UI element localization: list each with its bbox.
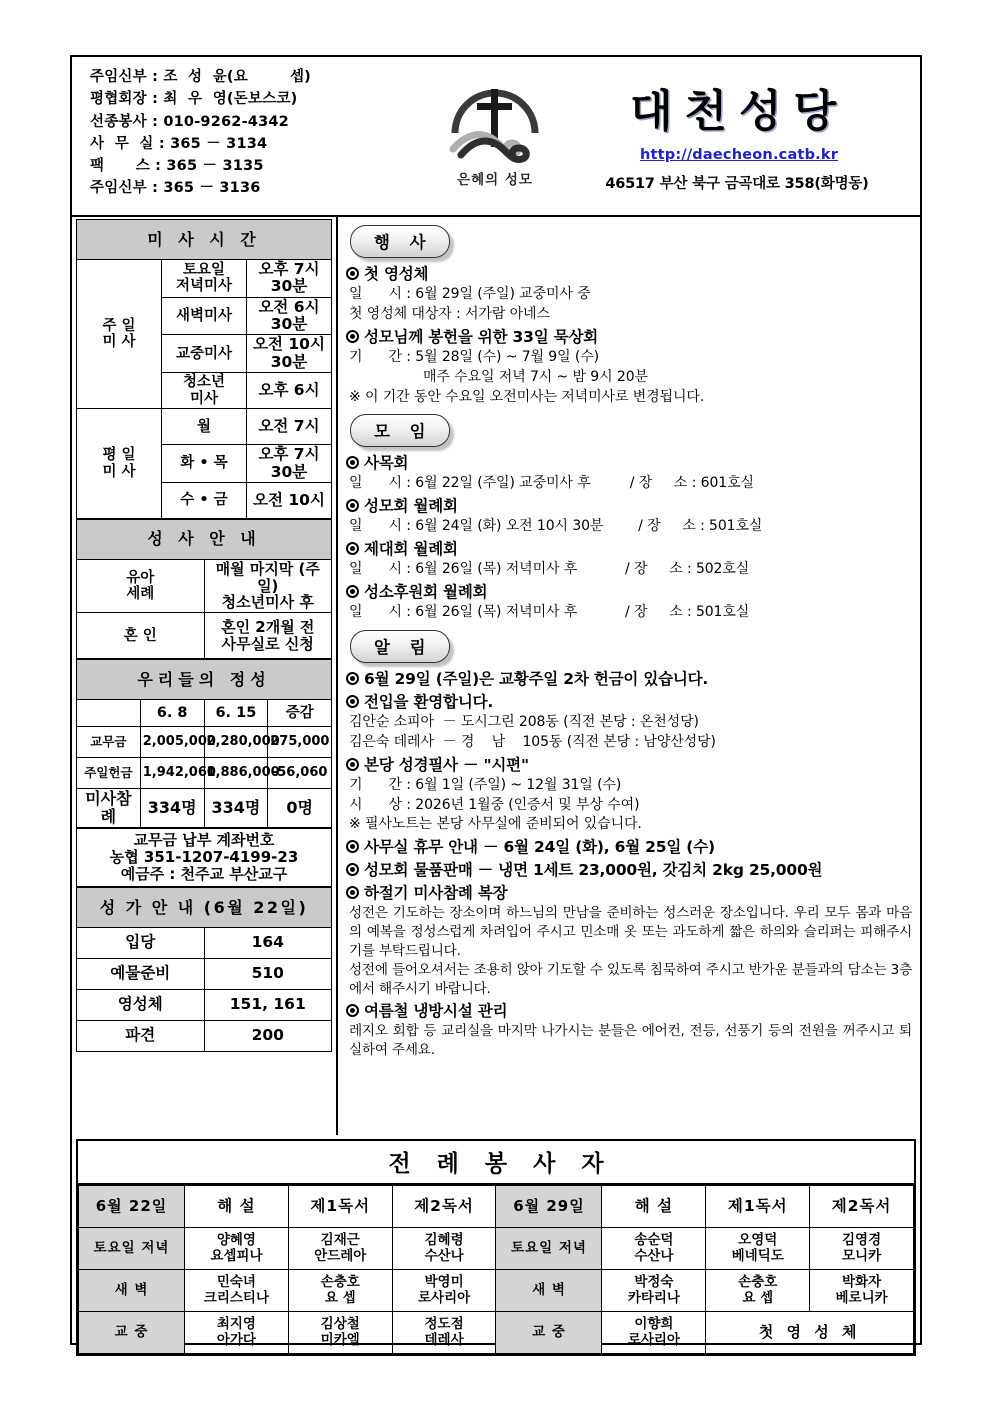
list-item-detail: 일 시 : 6월 22일 (주일) 교중미사 후 / 장 소 : 601호실 [349, 475, 754, 492]
list-item-title: 사무실 휴무 안내 － 6월 24일 (화), 6월 25일 (수) [346, 836, 912, 858]
volunteer-name: 김상철 미카엘 [288, 1312, 392, 1354]
volunteer-name: 김재근 안드레아 [288, 1228, 392, 1270]
notices-list [346, 668, 912, 1061]
volunteer-name: 최지영 아가다 [185, 1312, 289, 1354]
mass-kind: 새벽미사 [162, 297, 247, 335]
list-item-detail: 일 시 : 6월 29일 (주일) 교중미사 중 [349, 286, 591, 302]
bullet-icon [346, 886, 359, 899]
list-item [346, 452, 912, 494]
volunteer-role-header: 제2독서 [810, 1186, 914, 1228]
volunteer-slot: 새 벽 [79, 1270, 185, 1312]
offering-cell: 0명 [268, 789, 332, 828]
volunteers-table [78, 1185, 914, 1354]
hymn-value: 151, 161 [204, 990, 332, 1021]
list-item-detail: ※ 필사노트는 본당 사무실에 준비되어 있습니다. [349, 816, 642, 833]
volunteer-role-header: 제2독서 [392, 1186, 496, 1228]
section-pill-meetings: 모 임 [350, 414, 450, 447]
volunteer-role-header: 제1독서 [706, 1186, 810, 1228]
volunteer-name: 김혜령 수산나 [392, 1228, 496, 1270]
volunteer-name: 양혜영 요셉피나 [185, 1228, 289, 1270]
bullet-icon [346, 542, 359, 555]
volunteer-slot: 교 중 [496, 1312, 602, 1354]
offering-cell: 334명 [204, 789, 268, 828]
volunteer-name: 박정숙 카타리나 [602, 1270, 706, 1312]
table-row [79, 1186, 914, 1228]
list-item [346, 263, 912, 325]
list-item-detail: 일 시 : 6월 24일 (화) 오전 10시 30분 / 장 소 : 501호실 [349, 518, 763, 535]
offering-cell: -56,060 [268, 758, 332, 789]
offering-col-header: 6. 15 [204, 700, 268, 727]
sacrament-value: 혼인 2개월 전 사무실로 신청 [204, 613, 332, 659]
offering-cell: 1,886,000 [204, 758, 268, 789]
mass-kind: 월 [162, 409, 247, 445]
volunteer-name: 김영경 모니카 [810, 1228, 914, 1270]
list-item-detail: 기 간 : 5월 28일 (수) ~ 7월 9일 (수) [349, 348, 600, 365]
list-item-title: 본당 성경필사 － "시편" [346, 754, 912, 776]
table-row [79, 1270, 914, 1312]
volunteer-name: 오영덕 베네딕도 [706, 1228, 810, 1270]
list-item [346, 691, 912, 753]
list-item-paragraph: 성전에 들어오셔서는 조용히 앉아 기도할 수 있도록 침묵하여 주시고 반가운 분들과의 담소는 3층에서 해주시기 바랍니다. [349, 962, 912, 998]
list-item [346, 836, 912, 858]
hymn-value: 510 [204, 959, 332, 990]
weekday-mass-label: 평 일 미 사 [77, 409, 162, 519]
contact-line: 팩 스 : 365 － 3135 [90, 158, 264, 175]
table-row [77, 1021, 332, 1052]
offering-cell: 2,280,000 [204, 727, 268, 758]
sunday-mass-label: 주 일 미 사 [77, 260, 162, 409]
hymn-table [76, 887, 332, 1052]
volunteer-role-header: 해 설 [185, 1186, 289, 1228]
table-row [77, 758, 332, 789]
list-item-detail: 기 간 : 6월 1일 (주일) ~ 12월 31일 (수) [349, 776, 622, 793]
volunteer-name: 정도점 데레사 [392, 1312, 496, 1354]
mass-kind: 교중미사 [162, 335, 247, 373]
bullet-icon [346, 456, 359, 469]
list-item [346, 1000, 912, 1060]
volunteer-slot: 새 벽 [496, 1270, 602, 1312]
list-item [346, 859, 912, 881]
hymn-value: 164 [204, 928, 332, 959]
mass-time: 오전 6시 30분 [247, 297, 332, 335]
mass-schedule-title: 미 사 시 간 [77, 220, 332, 260]
volunteer-name: 손충호 요 셉 [706, 1270, 810, 1312]
volunteer-name: 민숙녀 크리스티나 [185, 1270, 289, 1312]
account-info: 교무금 납부 계좌번호 농협 351-1207-4199-23 예금주 : 천주교 부산교구 [77, 829, 332, 887]
contact-line: 선종봉사 : 010-9262-4342 [90, 113, 289, 130]
account-table [76, 828, 332, 887]
list-item [346, 754, 912, 836]
hymn-label: 파견 [77, 1021, 205, 1052]
table-row [79, 1228, 914, 1270]
table-row [77, 959, 332, 990]
list-item-detail: ※ 이 기간 동안 수요일 오전미사는 저녁미사로 변경됩니다. [349, 388, 705, 405]
volunteer-name: 송순덕 수산나 [602, 1228, 706, 1270]
hymn-label: 입당 [77, 928, 205, 959]
church-address: 46517 부산 북구 금곡대로 358(화명동) [605, 176, 869, 192]
list-item-detail: 첫 영성체 대상자 : 서가람 아네스 [349, 305, 550, 322]
mass-kind: 토요일 저녁미사 [162, 260, 247, 298]
table-row [77, 789, 332, 828]
list-item [346, 668, 912, 690]
list-item-title: 첫 영성체 [346, 263, 912, 285]
offering-cell: 334명 [140, 789, 204, 828]
offering-col-header: 증감 [268, 700, 332, 727]
church-website-link[interactable]: http://daecheon.catb.kr [639, 147, 839, 163]
list-item-title: 사목회 [346, 452, 912, 474]
sacrament-table [76, 519, 332, 659]
hymn-label: 영성체 [77, 990, 205, 1021]
mass-kind: 청소년 미사 [162, 373, 247, 409]
mass-time: 오전 7시 [247, 409, 332, 445]
volunteer-name: 박영미 로사리아 [392, 1270, 496, 1312]
offering-cell: 275,000 [268, 727, 332, 758]
list-item-detail: 일 시 : 6월 26일 (목) 저녁미사 후 / 장 소 : 502호실 [349, 561, 750, 578]
volunteer-slot: 토요일 저녁 [496, 1228, 602, 1270]
volunteer-role-header: 제1독서 [288, 1186, 392, 1228]
list-item-detail: 김안순 소피아 － 도시그린 208동 (직전 본당 : 온천성당) [349, 713, 699, 730]
list-item [346, 326, 912, 408]
mass-kind: 화 • 목 [162, 445, 247, 483]
bullet-icon [346, 267, 359, 280]
mass-time: 오전 10시 30분 [247, 335, 332, 373]
volunteer-name: 박화자 베로니카 [810, 1270, 914, 1312]
table-row [77, 727, 332, 758]
bulletin-frame [70, 55, 922, 1348]
list-item-paragraph: 레지오 회합 등 교리실을 마지막 나가시는 분들은 에어컨, 전등, 선풍기 등의 전원을 꺼주시고 퇴실하여 주세요. [349, 1023, 912, 1059]
left-column [72, 215, 336, 1052]
mass-kind: 수 • 금 [162, 482, 247, 518]
contact-info-block [90, 66, 311, 200]
volunteer-name: 손충호 요 셉 [288, 1270, 392, 1312]
list-item-title: 성소후원회 월례회 [346, 581, 912, 603]
mass-schedule-table [76, 219, 332, 519]
hymn-value: 200 [204, 1021, 332, 1052]
section-pill-notices: 알 림 [350, 630, 450, 663]
contact-line: 주임신부 : 조 성 윤(요 셉) [90, 69, 311, 85]
table-row [79, 1312, 914, 1354]
bullet-icon [346, 695, 359, 708]
list-item-title: 성모님께 봉헌을 위한 33일 묵상회 [346, 326, 912, 348]
sacrament-title: 성 사 안 내 [77, 519, 332, 559]
grace-of-mary-logo-icon [443, 71, 547, 167]
list-item-title: 성모회 월례회 [346, 495, 912, 517]
table-row [77, 990, 332, 1021]
bulletin-header [72, 57, 920, 217]
bullet-icon [346, 758, 359, 771]
list-item-title: 제대회 월례회 [346, 538, 912, 560]
offering-title: 우리들의 정성 [77, 660, 332, 700]
right-column [336, 215, 920, 1135]
volunteer-slot: 교 중 [79, 1312, 185, 1354]
list-item [346, 495, 912, 537]
list-item-paragraph: 성전은 기도하는 장소이며 하느님의 만남을 준비하는 성스러운 장소입니다. 우리 모두 몸과 마음의 예복을 정성스럽게 차려입어 주시고 민소매 옷 또는 과도하게 짧은 하의와 슬리퍼는 피해주시기를 부탁드립니다. [349, 905, 912, 960]
mass-time: 오후 7시 30분 [247, 260, 332, 298]
list-item-detail: 김은숙 데레사 － 경 남 105동 (직전 본당 : 남양산성당) [349, 733, 716, 750]
list-item-title: 하절기 미사참례 복장 [346, 882, 912, 904]
volunteers-title: 전 례 봉 사 자 [78, 1141, 914, 1185]
list-item-title: 전입을 환영합니다. [346, 691, 912, 713]
contact-line: 사 무 실 : 365 － 3134 [90, 135, 268, 152]
list-item-title: 성모회 물품판매 － 냉면 1세트 23,000원, 갓김치 2kg 25,000원 [346, 859, 912, 881]
bullet-icon [346, 1004, 359, 1017]
sacrament-label: 혼 인 [77, 613, 205, 659]
parish-logo [430, 71, 560, 188]
table-row [77, 928, 332, 959]
offering-cell: 2,005,000 [140, 727, 204, 758]
contact-line: 주임신부 : 365 － 3136 [90, 180, 261, 197]
list-item-title: 여름철 냉방시설 관리 [346, 1000, 912, 1022]
logo-caption: 은혜의 성모 [457, 172, 533, 188]
mass-time: 오전 10시 [247, 482, 332, 518]
mass-time: 오후 7시 30분 [247, 445, 332, 483]
bullet-icon [346, 499, 359, 512]
list-item [346, 538, 912, 580]
contact-line: 평협회장 : 최 우 영(돈보스코) [90, 91, 298, 108]
sacrament-label: 유아 세례 [77, 559, 205, 612]
list-item-title: 6월 29일 (주일)은 교황주일 2차 헌금이 있습니다. [346, 668, 912, 690]
offering-row-label: 주일헌금 [77, 758, 141, 789]
offering-cell: 1,942,060 [140, 758, 204, 789]
offering-col-header: 6. 8 [140, 700, 204, 727]
liturgical-volunteers-panel [76, 1139, 916, 1356]
events-list [346, 263, 912, 407]
hymn-title: 성 가 안 내 (6월 22일) [77, 888, 332, 928]
sacrament-value: 매월 마지막 (주일) 청소년미사 후 [204, 559, 332, 612]
mass-time: 오후 6시 [247, 373, 332, 409]
list-item-detail: 매주 수요일 저녁 7시 ~ 밤 9시 20분 [349, 368, 648, 385]
list-item [346, 581, 912, 623]
list-item [346, 882, 912, 999]
bullet-icon [346, 840, 359, 853]
offering-row-label: 교무금 [77, 727, 141, 758]
offering-row-label: 미사참례 [77, 789, 141, 828]
list-item-detail: 시 상 : 2026년 1월중 (인증서 및 부상 수여) [349, 796, 640, 813]
bullet-icon [346, 330, 359, 343]
hymn-label: 예물준비 [77, 959, 205, 990]
volunteer-date: 6월 29일 [496, 1186, 602, 1228]
offering-table [76, 659, 332, 828]
offering-col-blank [77, 700, 141, 727]
volunteer-role-header: 해 설 [602, 1186, 706, 1228]
volunteer-name: 이향희 로사리아 [602, 1312, 706, 1354]
bullet-icon [346, 672, 359, 685]
bullet-icon [346, 863, 359, 876]
bullet-icon [346, 585, 359, 598]
volunteer-slot: 토요일 저녁 [79, 1228, 185, 1270]
list-item-detail: 일 시 : 6월 26일 (목) 저녁미사 후 / 장 소 : 501호실 [349, 604, 750, 620]
meetings-list [346, 452, 912, 623]
volunteer-span-note: 첫 영 성 체 [706, 1312, 914, 1354]
section-pill-events: 행 사 [350, 225, 450, 258]
volunteer-date: 6월 22일 [79, 1186, 185, 1228]
page-title: 대천성당 [629, 86, 848, 137]
